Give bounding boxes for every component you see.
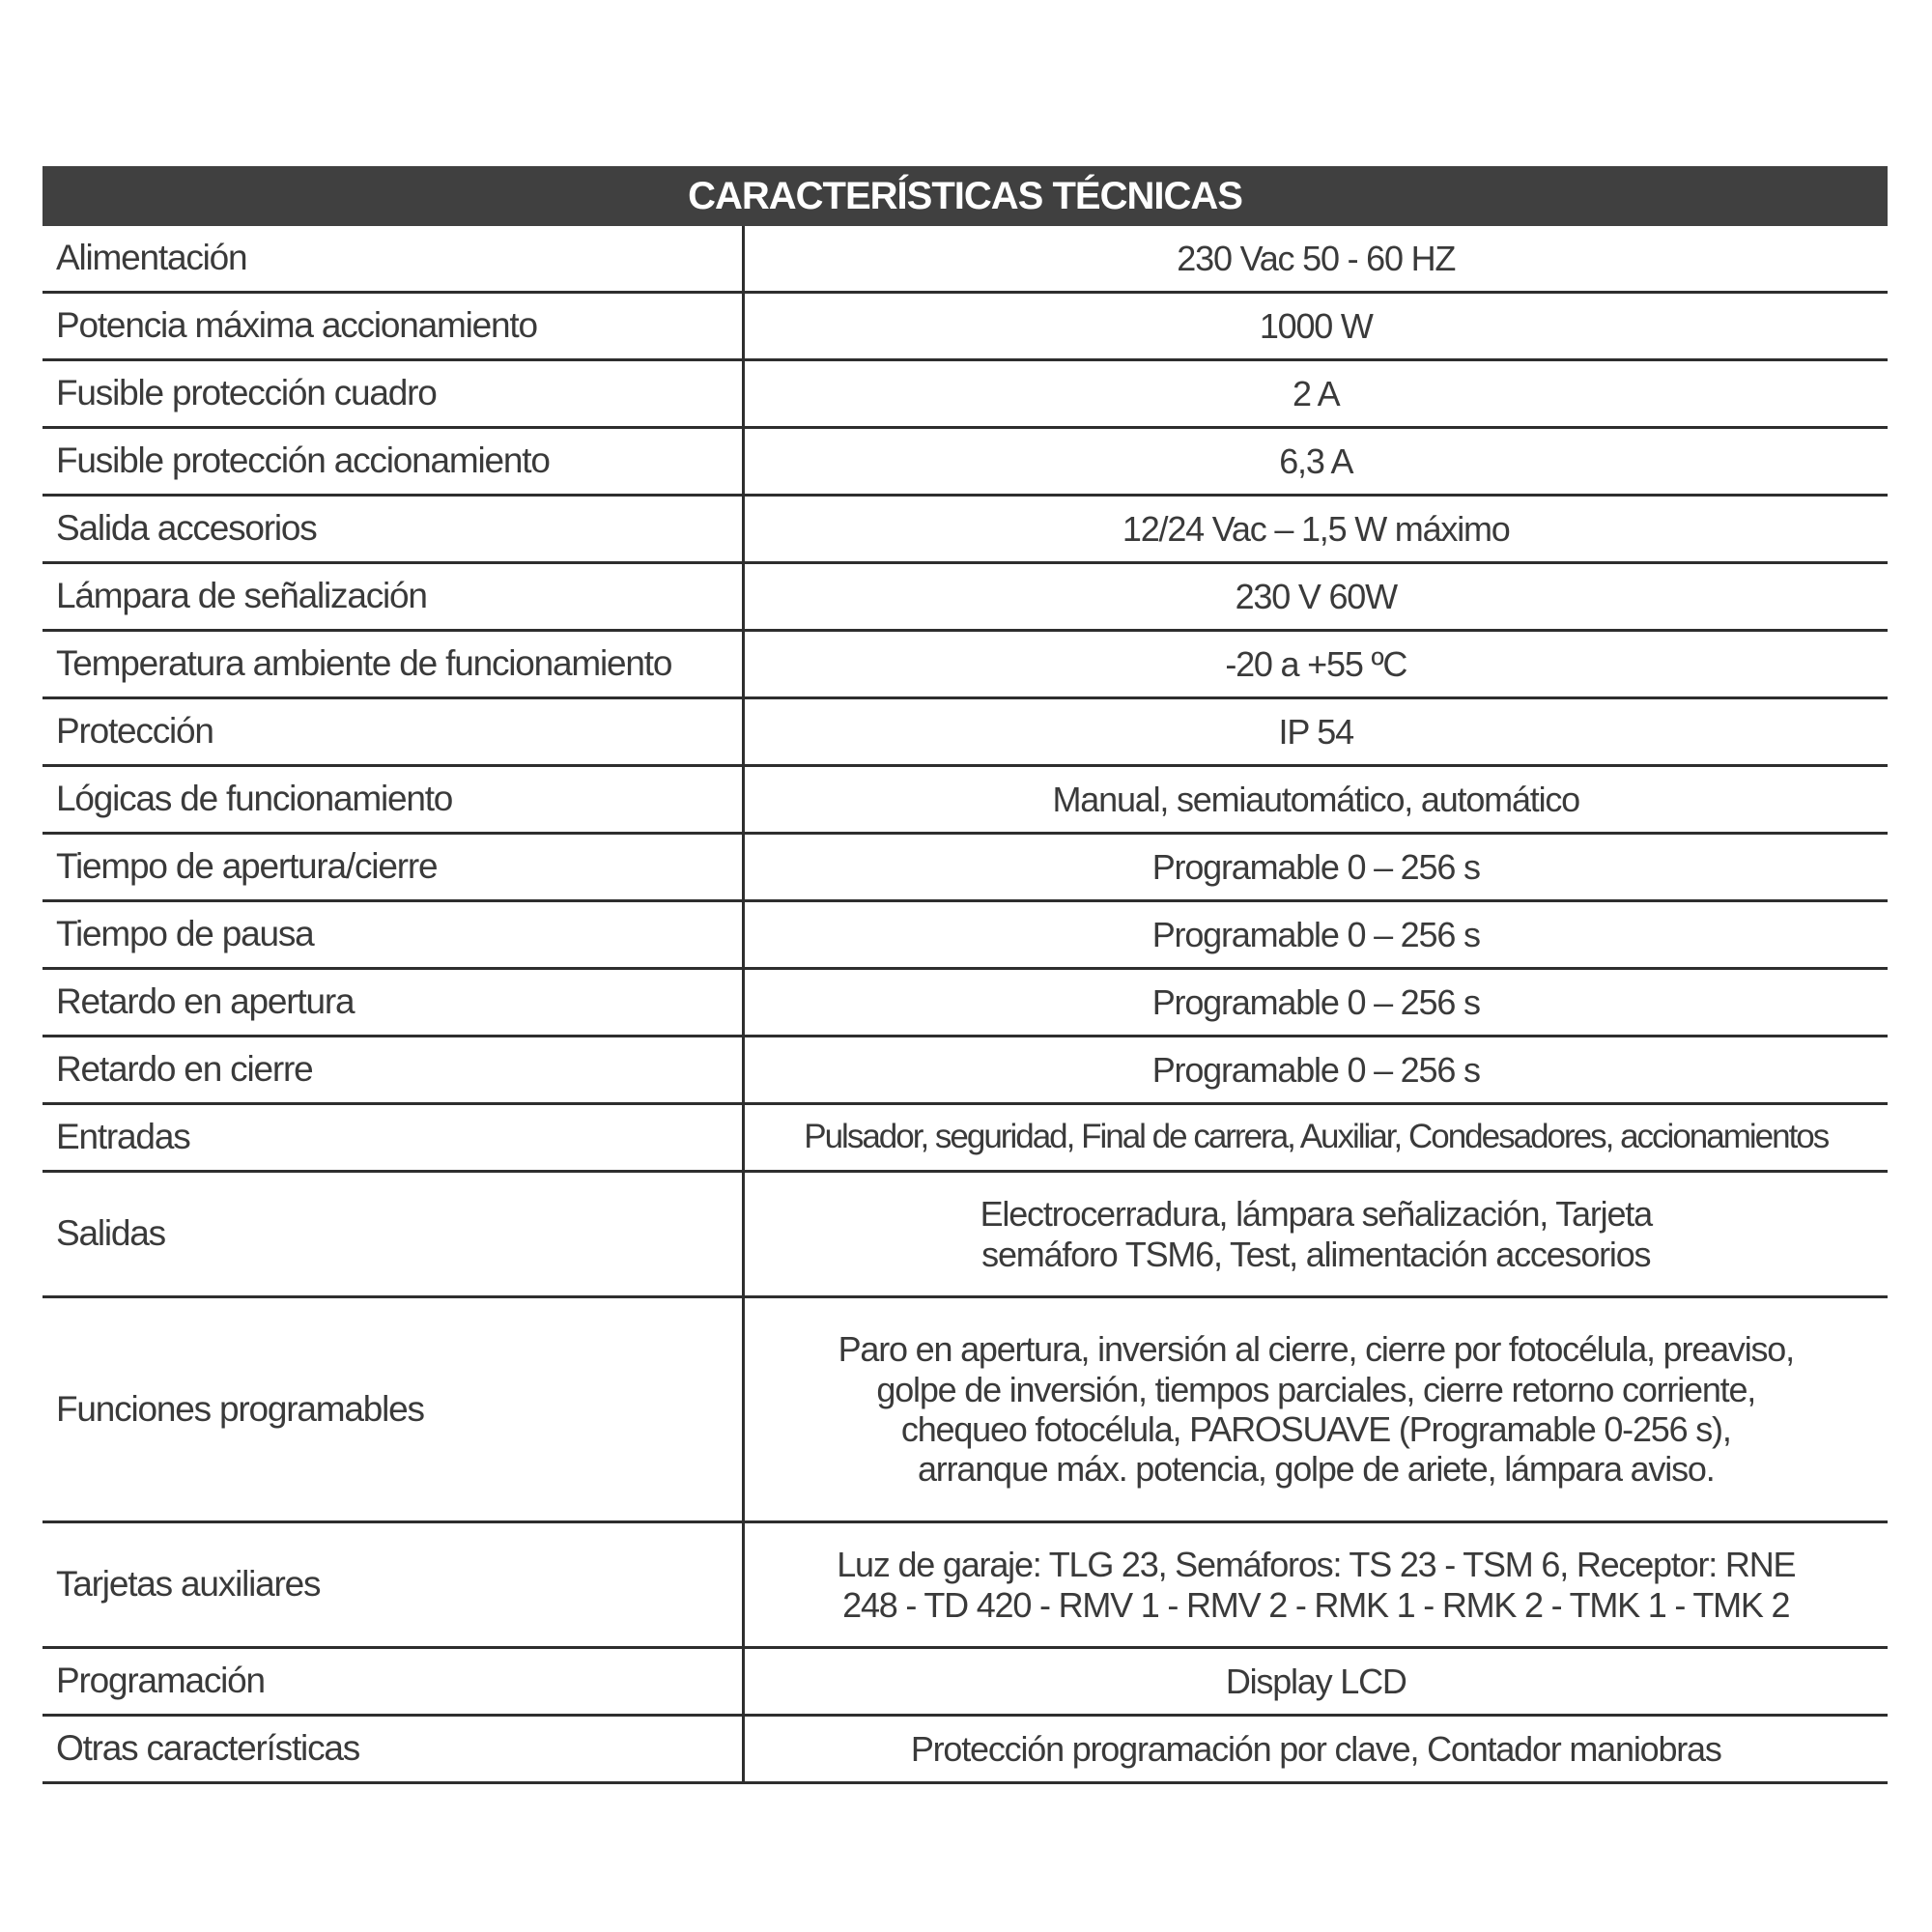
row-label: Temperatura ambiente de funcionamiento	[43, 631, 743, 698]
row-label: Retardo en apertura	[43, 969, 743, 1037]
row-value: Manual, semiautomático, automático	[743, 766, 1888, 834]
table-row	[43, 1037, 1888, 1104]
row-label: Protección	[43, 698, 743, 766]
table-row	[43, 1716, 1888, 1783]
row-value: Pulsador, seguridad, Final de carrera, Auxiliar, Condesadores, accionamientos	[743, 1104, 1888, 1172]
table-row	[43, 1104, 1888, 1172]
row-value: Programable 0 – 256 s	[743, 1037, 1888, 1104]
row-value: IP 54	[743, 698, 1888, 766]
row-label: Fusible protección cuadro	[43, 360, 743, 428]
row-value: Programable 0 – 256 s	[743, 834, 1888, 901]
table-row	[43, 563, 1888, 631]
row-value: 6,3 A	[743, 428, 1888, 496]
row-value: Programable 0 – 256 s	[743, 969, 1888, 1037]
table-row	[43, 969, 1888, 1037]
table-row	[43, 766, 1888, 834]
row-value: 230 V 60W	[743, 563, 1888, 631]
row-label: Tarjetas auxiliares	[43, 1522, 743, 1648]
row-label: Otras características	[43, 1716, 743, 1783]
row-label: Retardo en cierre	[43, 1037, 743, 1104]
row-value: 12/24 Vac – 1,5 W máximo	[743, 496, 1888, 563]
row-value: 230 Vac 50 - 60 HZ	[743, 226, 1888, 293]
row-value: 1000 W	[743, 293, 1888, 360]
row-label: Alimentación	[43, 226, 743, 293]
table-row	[43, 698, 1888, 766]
table-row	[43, 1522, 1888, 1648]
row-value: Programable 0 – 256 s	[743, 901, 1888, 969]
row-label: Lógicas de funcionamiento	[43, 766, 743, 834]
row-label: Tiempo de pausa	[43, 901, 743, 969]
technical-specs-table	[43, 166, 1888, 1784]
row-value: Electrocerradura, lámpara señalización, Tarjeta semáforo TSM6, Test, alimentación accesorios	[743, 1172, 1888, 1297]
table-header-row	[43, 166, 1888, 226]
row-label: Fusible protección accionamiento	[43, 428, 743, 496]
table-row	[43, 1172, 1888, 1297]
row-value: -20 a +55 ºC	[743, 631, 1888, 698]
table-row	[43, 226, 1888, 293]
table-title: CARACTERÍSTICAS TÉCNICAS	[43, 166, 1888, 226]
table-row	[43, 496, 1888, 563]
table-row	[43, 360, 1888, 428]
table-row	[43, 428, 1888, 496]
row-value: Paro en apertura, inversión al cierre, cierre por fotocélula, preaviso, golpe de inversión, tiempos parciales, cierre retorno corriente, chequeo fotocélula, PAROSUAVE (Programable 0-256 s), arranque máx. potencia, golpe de ariete, lámpara aviso.	[743, 1297, 1888, 1522]
row-value: Display LCD	[743, 1648, 1888, 1716]
table-row	[43, 1297, 1888, 1522]
row-label: Lámpara de señalización	[43, 563, 743, 631]
row-label: Entradas	[43, 1104, 743, 1172]
row-label: Potencia máxima accionamiento	[43, 293, 743, 360]
row-label: Salidas	[43, 1172, 743, 1297]
row-label: Salida accesorios	[43, 496, 743, 563]
row-value: 2 A	[743, 360, 1888, 428]
row-value: Protección programación por clave, Contador maniobras	[743, 1716, 1888, 1783]
table-row	[43, 631, 1888, 698]
row-label: Funciones programables	[43, 1297, 743, 1522]
table-row	[43, 834, 1888, 901]
table-row	[43, 1648, 1888, 1716]
row-label: Tiempo de apertura/cierre	[43, 834, 743, 901]
table-row	[43, 293, 1888, 360]
table-row	[43, 901, 1888, 969]
row-label: Programación	[43, 1648, 743, 1716]
row-value: Luz de garaje: TLG 23, Semáforos: TS 23 - TSM 6, Receptor: RNE 248 - TD 420 - RMV 1 - RMV 2 - RMK 1 - RMK 2 - TMK 1 - TMK 2	[743, 1522, 1888, 1648]
